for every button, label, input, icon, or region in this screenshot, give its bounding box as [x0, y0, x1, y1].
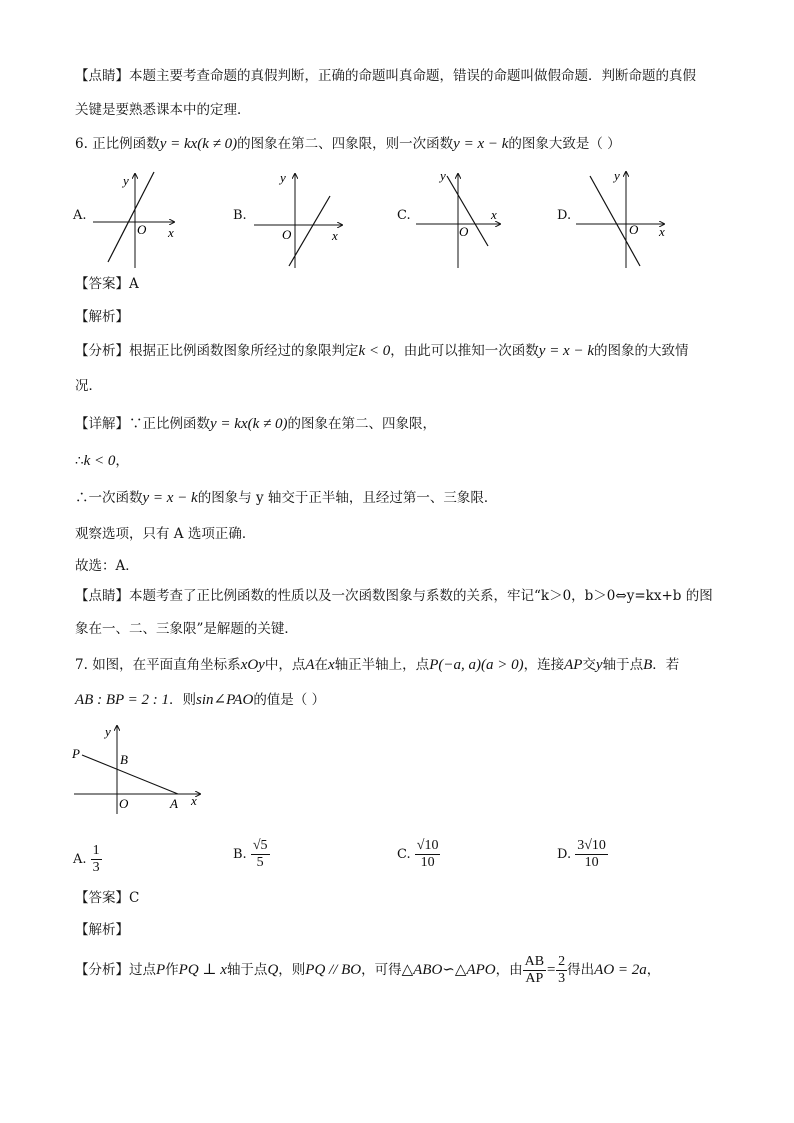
answer-value: A [129, 276, 139, 292]
formula: xOy [240, 657, 265, 673]
origin-label: O [119, 796, 129, 811]
stem-text: 如图，在平面直角坐标系 [92, 657, 241, 673]
option-label-c: C. [397, 208, 411, 223]
q6-analysis-tag: 【解析】 [75, 309, 129, 325]
q7-figure [70, 722, 210, 816]
origin-label: O [137, 222, 147, 237]
stem-text: ．若 [652, 657, 680, 673]
question-number: 7. [75, 657, 88, 673]
fenxi-text: 轴于点 [226, 962, 268, 978]
origin-label: O [282, 227, 292, 242]
q6-detail-line1 [75, 414, 725, 434]
x-label: x [332, 228, 338, 243]
formula: PQ // BO [305, 962, 362, 978]
q6-fenxi-line2: 况． [75, 378, 102, 394]
punct: ， [115, 453, 129, 469]
detail-text: 的图象在第二、四象限， [287, 416, 436, 432]
fenxi-text: ， [646, 962, 661, 978]
denominator: 3 [558, 971, 566, 986]
q7-stem-line1 [75, 655, 725, 675]
fraction [575, 838, 608, 871]
formula: x [328, 657, 335, 673]
fenxi-text: ，由此可以推知一次函数 [390, 343, 539, 359]
fraction [91, 843, 102, 876]
point-a-label: A [170, 796, 178, 811]
stem-text: 轴正半轴上，点 [334, 657, 430, 673]
option-label: A. [73, 852, 87, 867]
q7-option-c [397, 838, 440, 871]
formula: B [643, 657, 653, 673]
therefore: ∴ [75, 453, 84, 469]
function-line [590, 176, 640, 266]
stem-text: 交 [582, 657, 596, 673]
fenxi-text: ，则 [278, 962, 306, 978]
q7-stem-line2 [75, 690, 725, 710]
stem-text: ．则 [169, 692, 196, 708]
remark-tag: 【点睛】 [75, 68, 129, 84]
q7-option-d [557, 838, 608, 871]
numerator: AB [524, 954, 545, 969]
formula: y = x − k [142, 490, 198, 506]
fenxi-text: ，可得 [361, 962, 402, 978]
stem-text: ，连接 [523, 657, 565, 673]
prev-remark-line1 [75, 66, 725, 86]
denominator: 5 [256, 855, 264, 870]
fenxi-text: 过点 [129, 962, 156, 978]
fenxi-text: 得出 [567, 962, 595, 978]
stem-text: 的图象在第二、四象限，则一次函数 [237, 136, 454, 152]
stem-text: 中，点 [264, 657, 306, 673]
fenxi-text: 根据正比例函数图象所经过的象限判定 [129, 343, 359, 359]
formula: AB : BP = 2 : 1 [75, 692, 169, 708]
denominator: 10 [420, 855, 435, 870]
remark-tag: 【点睛】 [75, 588, 129, 604]
formula: sin∠PAO [196, 692, 254, 708]
y-label: y [105, 724, 111, 739]
formula: P(−a, a)(a > 0) [429, 657, 524, 673]
formula: PQ ⊥ x [178, 962, 227, 978]
q6-stem [75, 134, 725, 154]
formula: y = kx(k ≠ 0) [159, 136, 238, 152]
numerator: 2 [558, 954, 566, 969]
option-b-graph [252, 168, 348, 272]
remark-text: 本题主要考查命题的真假判断，正确的命题叫真命题，错误的命题叫做假命题．判断命题的真假 [129, 68, 696, 84]
q7-option-b [233, 838, 270, 871]
numerator: 1 [92, 843, 100, 858]
numerator: √5 [252, 838, 268, 853]
x-label: x [191, 793, 197, 808]
option-label: B. [233, 847, 247, 862]
stem-text: 的图象大致是（ ） [508, 136, 621, 152]
step-text: 的图象与 y 轴交于正半轴，且经过第一、三象限． [197, 490, 498, 506]
fenxi-tag: 【分析】 [75, 962, 129, 978]
stem-text: 的值是（ ） [253, 692, 326, 708]
answer-tag: 【答案】 [75, 276, 129, 292]
option-d-graph [574, 166, 670, 272]
fenxi-text: ，由 [495, 962, 523, 978]
fraction-ab-ap [523, 954, 546, 987]
segment-ap [82, 755, 178, 794]
formula: A [305, 657, 315, 673]
detail-text: ∵正比例函数 [129, 416, 210, 432]
q7-answer [75, 888, 725, 908]
option-a-graph [90, 168, 180, 272]
stem-text: 正比例函数 [92, 136, 160, 152]
numerator: √10 [416, 838, 439, 853]
y-label: y [614, 168, 620, 183]
option-label: D. [557, 847, 572, 862]
origin-label: O [459, 224, 469, 239]
prev-remark-line2 [75, 100, 725, 120]
formula: y = kx(k ≠ 0) [210, 416, 288, 432]
formula: Q [267, 962, 279, 978]
denominator: 10 [584, 855, 599, 870]
formula: k < 0 [358, 343, 391, 359]
q6-step2 [75, 488, 725, 508]
fraction-2-3 [556, 954, 567, 987]
q6-observe: 观察选项，只有 A 选项正确． [75, 526, 256, 542]
option-label: C. [397, 847, 411, 862]
formula: P [156, 962, 166, 978]
point-b-label: B [120, 752, 128, 767]
y-label: y [123, 173, 129, 188]
answer-value: C [129, 890, 140, 906]
remark-text: 本题考查了正比例函数的性质以及一次函数图象与系数的关系，牢记“k＞0，b＞0⇔y=kx+b 的图 [129, 588, 713, 604]
stem-text: 轴于点 [602, 657, 644, 673]
point-p-label: P [72, 746, 80, 761]
fraction [251, 838, 270, 871]
formula: k < 0 [83, 453, 116, 469]
q7-option-a [73, 843, 102, 876]
q6-step1 [75, 451, 725, 471]
formula: △ABO∽△APO [401, 962, 496, 978]
fenxi-tag: 【分析】 [75, 343, 129, 359]
answer-tag: 【答案】 [75, 890, 129, 906]
function-line [108, 172, 154, 262]
q6-choose: 故选：A． [75, 558, 139, 574]
question-number: 6. [75, 136, 88, 152]
formula: AO = 2a [594, 962, 647, 978]
q7-fenxi-line1 [75, 950, 725, 990]
q6-remark-line2: 象在一、二、三象限”是解题的关键． [75, 621, 298, 637]
x-label: x [491, 207, 497, 222]
formula: y = x − k [538, 343, 594, 359]
q7-analysis-tag: 【解析】 [75, 922, 129, 938]
formula: AP [564, 657, 583, 673]
step-text: ∴一次函数 [75, 490, 143, 506]
q6-fenxi-line1 [75, 341, 725, 361]
formula: y [595, 657, 603, 673]
x-label: x [659, 224, 665, 239]
option-label-a: A. [73, 208, 87, 223]
y-label: y [280, 170, 286, 185]
detail-tag: 【详解】 [75, 416, 129, 432]
equals: = [546, 962, 557, 978]
fraction [415, 838, 441, 871]
fenxi-text: 作 [165, 962, 179, 978]
remark-text-cont: 关键是要熟悉课本中的定理． [75, 102, 251, 118]
stem-text: 在 [314, 657, 329, 673]
denominator: 3 [92, 860, 100, 875]
origin-label: O [629, 222, 639, 237]
q6-answer [75, 274, 725, 294]
y-label: y [440, 168, 446, 183]
fenxi-text: 的图象的大致情 [594, 343, 689, 359]
denominator: AP [525, 971, 544, 986]
q6-remark-line1 [75, 586, 725, 606]
option-c-graph [414, 166, 508, 270]
formula: y = x − k [453, 136, 509, 152]
option-label-b: B. [233, 208, 247, 223]
x-label: x [168, 225, 174, 240]
option-label-d: D. [557, 208, 572, 223]
numerator: 3√10 [577, 838, 606, 853]
